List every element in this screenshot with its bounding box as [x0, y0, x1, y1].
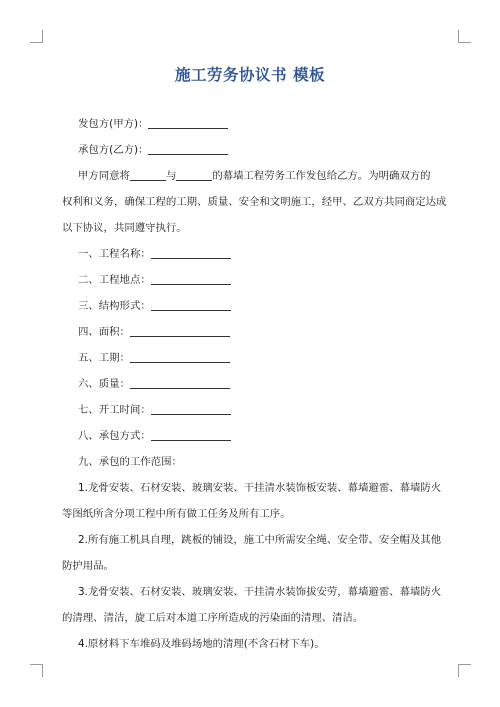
- scope-item-line: 等图纸所含分项工程中所有做工任务及所有工序。: [62, 508, 291, 520]
- field-line: [62, 267, 462, 293]
- field-blank: [151, 428, 231, 441]
- intro-blank-1: [130, 168, 166, 181]
- party-b-blank: [148, 142, 228, 155]
- crop-mark-top-right: [458, 30, 471, 43]
- field-blank: [151, 246, 231, 259]
- party-b-line: [62, 137, 462, 163]
- party-a-blank: [148, 116, 228, 129]
- field-label: 五、工期：: [78, 352, 130, 364]
- party-b-label: 承包方(乙方)：: [78, 144, 149, 156]
- field-label: 一、工程名称：: [78, 248, 151, 260]
- intro-text: 与: [165, 170, 177, 182]
- intro-line-3: 以下协议，共同遵守执行。: [62, 222, 187, 234]
- intro-blank-2: [176, 168, 212, 181]
- scope-item-line: 4.原材料下车堆码及堆码场地的清理(不含石材下车)。: [78, 638, 325, 650]
- scope-item-line: 防护用品。: [62, 560, 114, 572]
- field-label: 八、承包方式：: [78, 430, 151, 442]
- field-blank: [130, 376, 230, 389]
- field-line: [62, 241, 462, 267]
- intro-line-2: 权利和义务，确保工程的工期、质量、安全和文明施工，经甲、乙双方共同商定达成: [62, 196, 447, 208]
- scope-item-line: 的清理、清洁，旋工后对本道工序所造成的污染面的清理、清洁。: [62, 612, 364, 624]
- crop-mark-bottom-left: [30, 664, 43, 677]
- crop-mark-bottom-right: [458, 664, 471, 677]
- field-blank: [130, 350, 230, 363]
- field-blank: [130, 324, 230, 337]
- field-label: 三、结构形式：: [78, 300, 151, 312]
- page-title: 施工劳务协议书 模板: [175, 66, 325, 84]
- field-line: [62, 423, 462, 449]
- scope-heading: 九、承包的工作范围：: [78, 456, 182, 468]
- scope-item-line: 3.龙骨安装、石材安装、玻璃安装、干挂清水装饰拔安劳，幕墙避雷、幕墙防火: [78, 586, 442, 598]
- field-blank: [151, 402, 231, 415]
- intro-text: 的幕墙工程劳务工作发包给乙方。为明确双方的: [212, 170, 431, 182]
- field-line: [62, 345, 462, 371]
- field-label: 七、开工时间：: [78, 404, 151, 416]
- field-line: [62, 371, 462, 397]
- party-a-label: 发包方(甲方)：: [78, 118, 149, 130]
- crop-mark-top-left: [30, 30, 43, 43]
- field-line: [62, 397, 462, 423]
- intro-text: 甲方同意将: [78, 170, 130, 182]
- field-line: [62, 319, 462, 345]
- field-label: 六、质量：: [78, 378, 130, 390]
- field-blank: [151, 298, 231, 311]
- field-line: [62, 293, 462, 319]
- intro-line-1: [62, 163, 462, 189]
- field-label: 四、面积：: [78, 326, 130, 338]
- scope-item-line: 2.所有施工机具自理，跳板的铺设，施工中所需安全绳、安全带、安全帽及其他: [78, 534, 442, 546]
- document-body: [62, 111, 462, 657]
- field-label: 二、工程地点：: [78, 274, 151, 286]
- scope-item-line: 1.龙骨安装、石材安装、玻璃安装、干挂清水装饰板安装、幕墙避雷、幕墙防火: [78, 482, 442, 494]
- party-a-line: [62, 111, 462, 137]
- field-blank: [151, 272, 231, 285]
